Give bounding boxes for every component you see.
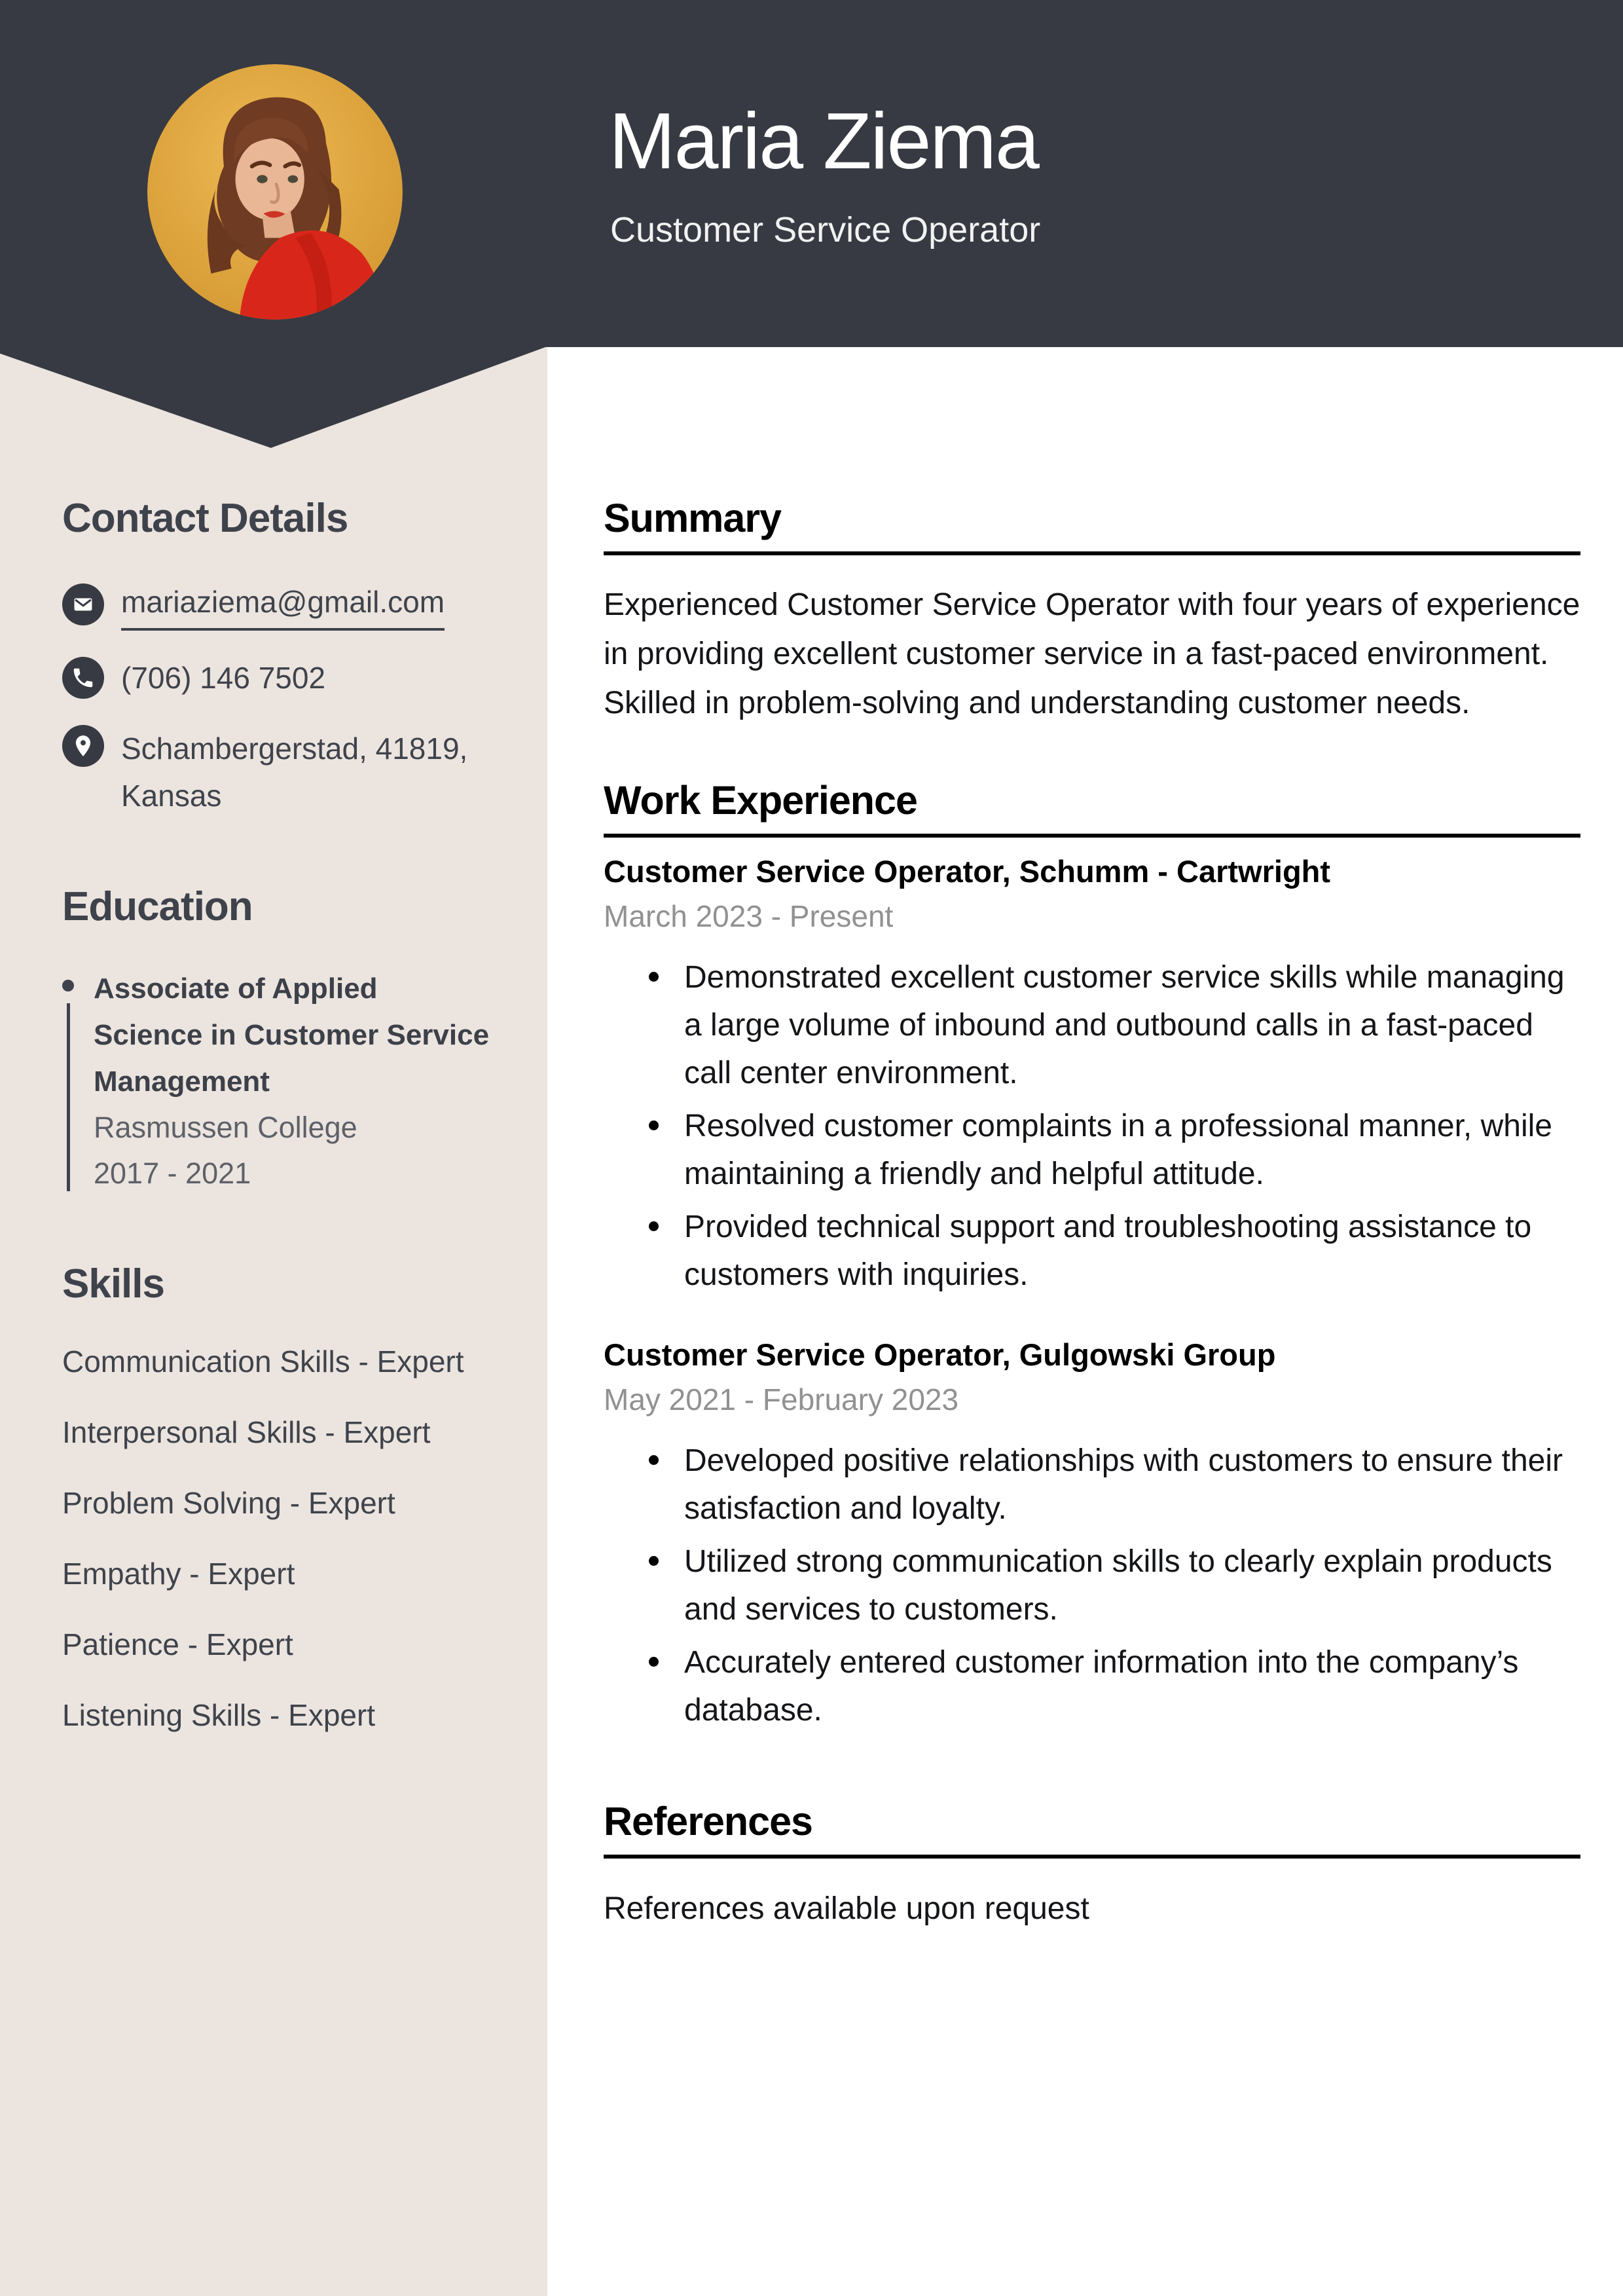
job-entry: [604, 853, 1580, 1299]
job-title: Customer Service Operator, Gulgowski Group: [604, 1337, 1276, 1372]
contact-row-email: [62, 578, 494, 631]
main-content: [604, 495, 1580, 1933]
skill-item: Interpersonal Skills - Expert: [62, 1415, 431, 1449]
contact-details-heading: Contact Details: [62, 496, 348, 541]
skills-heading: Skills: [62, 1261, 164, 1306]
education-section: [62, 883, 494, 1196]
skill-item: Patience - Expert: [62, 1627, 293, 1661]
work-experience-heading: Work Experience: [604, 777, 1580, 838]
summary-section: [604, 495, 1580, 728]
education-entry: [62, 965, 494, 1196]
education-heading: Education: [62, 884, 253, 929]
phone-number: (706) 146 7502: [121, 661, 326, 695]
header-job-title: Customer Service Operator: [610, 210, 1041, 250]
page-title-name: Maria Ziema: [609, 96, 1038, 185]
contact-list: [62, 578, 494, 819]
job-dates: May 2021 - February 2023: [604, 1382, 959, 1416]
job-bullet: Provided technical support and troubleshooting assistance to customers with inquiries.: [684, 1203, 1580, 1299]
references-heading: References: [604, 1798, 1580, 1859]
job-dates: March 2023 - Present: [604, 899, 894, 933]
education-degree: Associate of Applied Science in Customer Service Management: [94, 972, 490, 1098]
profile-photo-illustration: [147, 64, 403, 320]
contact-row-address: [62, 725, 494, 819]
contact-row-phone: [62, 654, 494, 701]
job-bullet: Demonstrated excellent customer service skills while managing a large volume of inbound and outbound calls in a fast-paced call center environment.: [684, 954, 1580, 1097]
job-bullet-list: [604, 954, 1580, 1299]
sidebar: [62, 495, 494, 1731]
job-bullet: Accurately entered customer information into the company’s database.: [684, 1639, 1580, 1734]
summary-heading: Summary: [604, 495, 1580, 555]
references-section: [604, 1798, 1580, 1933]
skill-item: Problem Solving - Expert: [62, 1486, 395, 1520]
email-icon: [62, 583, 104, 625]
job-title: Customer Service Operator, Schumm - Cartwright: [604, 854, 1331, 889]
job-bullet: Developed positive relationships with customers to ensure their satisfaction and loyalty.: [684, 1437, 1580, 1532]
job-bullet-list: [604, 1437, 1580, 1734]
job-bullet: Utilized strong communication skills to clearly explain products and services to customers.: [684, 1538, 1580, 1633]
skills-list: [62, 1345, 494, 1731]
location-pin-icon: [62, 725, 104, 767]
skill-item: Empathy - Expert: [62, 1557, 295, 1591]
summary-text: Experienced Customer Service Operator with four years of experience in providing excellent customer service in a fast-paced environment. Skilled in problem-solving and understanding customer needs.: [604, 587, 1580, 720]
work-experience-section: [604, 777, 1580, 1734]
education-school: Rasmussen College: [94, 1111, 357, 1144]
job-entry: [604, 1337, 1580, 1734]
skills-section: [62, 1261, 494, 1731]
references-text: References available upon request: [604, 1891, 1089, 1926]
education-years: 2017 - 2021: [94, 1157, 251, 1190]
email-link[interactable]: mariaziema@gmail.com: [121, 578, 445, 631]
skill-item: Listening Skills - Expert: [62, 1698, 376, 1732]
address-text: Schambergerstad, 41819, Kansas: [121, 731, 468, 813]
job-bullet: Resolved customer complaints in a professional manner, while maintaining a friendly and helpful attitude.: [684, 1102, 1580, 1198]
avatar: [147, 64, 403, 320]
skill-item: Communication Skills - Expert: [62, 1344, 464, 1379]
phone-icon: [62, 657, 104, 699]
